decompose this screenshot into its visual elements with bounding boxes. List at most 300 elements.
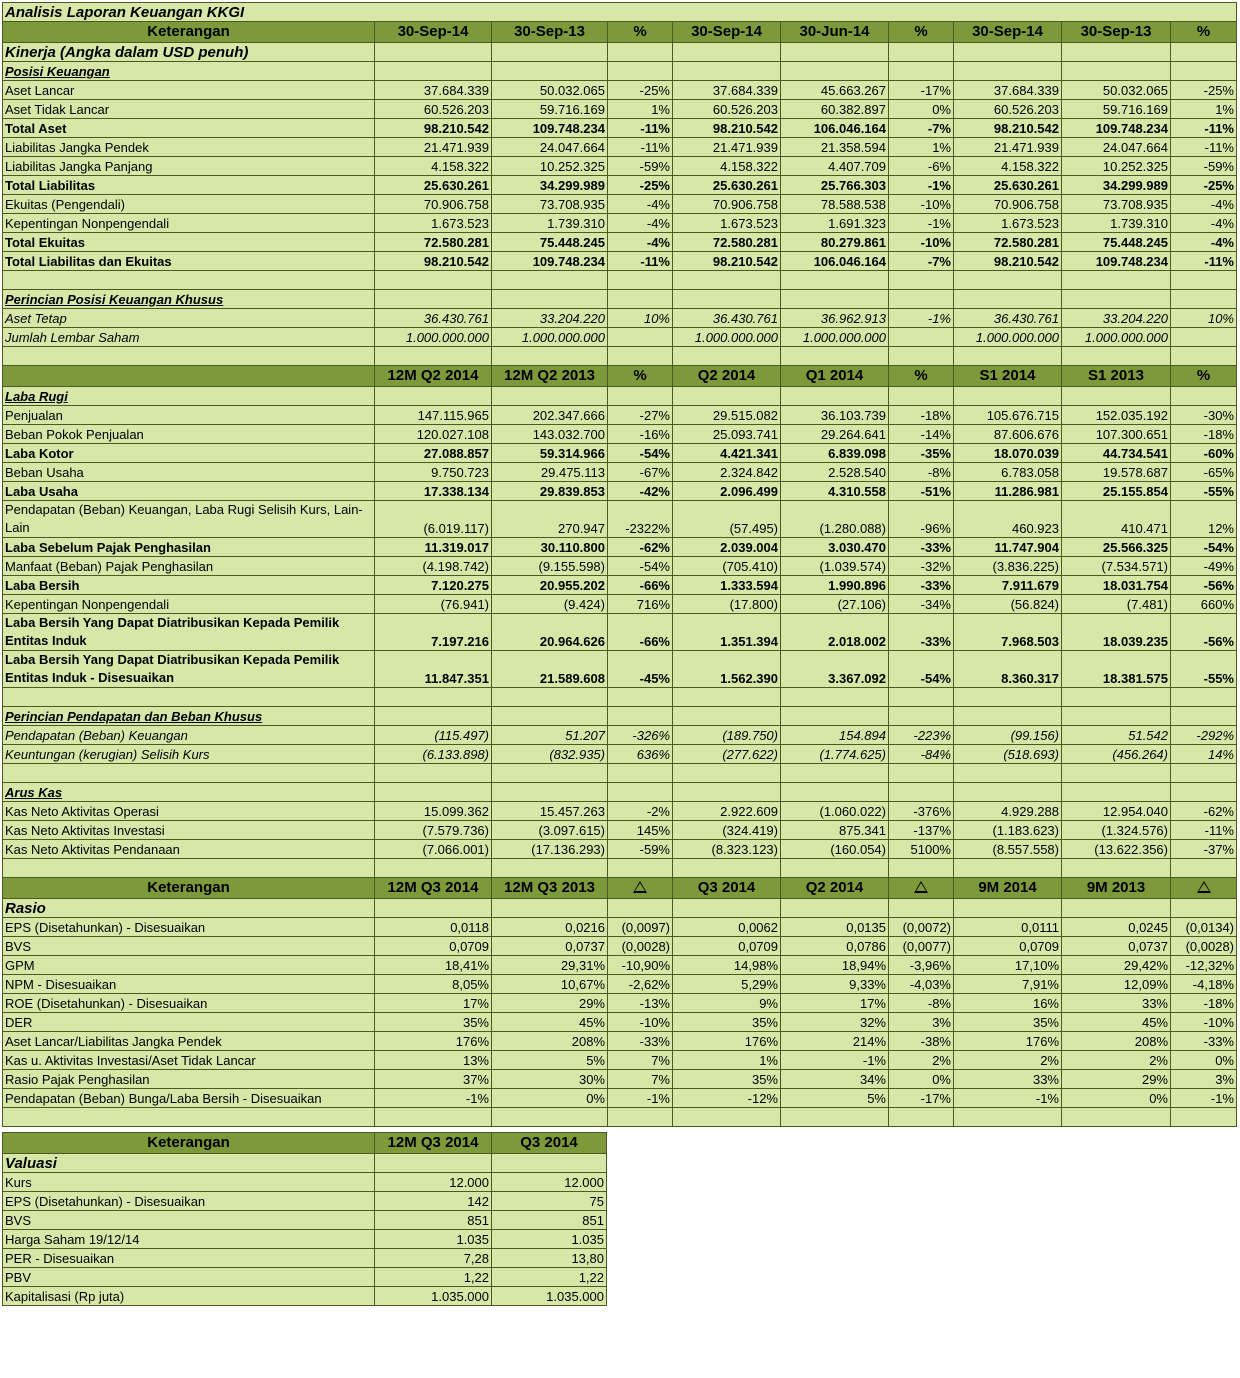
value-cell[interactable]: 5,29% [673, 975, 781, 994]
value-cell[interactable]: 45% [1062, 1013, 1171, 1032]
row-label[interactable]: Kas Neto Aktivitas Operasi [3, 802, 375, 821]
value-cell[interactable]: 45.663.267 [781, 81, 889, 100]
value-cell[interactable]: (13.622.356) [1062, 840, 1171, 859]
value-cell[interactable]: 18.070.039 [954, 444, 1062, 463]
value-cell[interactable]: 11.747.904 [954, 538, 1062, 557]
empty-cell[interactable] [492, 707, 608, 726]
value-cell[interactable]: 35% [673, 1070, 781, 1089]
value-cell[interactable]: 875.341 [781, 821, 889, 840]
row-label[interactable]: Aset Tetap [3, 309, 375, 328]
value-cell[interactable]: 142 [375, 1192, 492, 1211]
column-header[interactable]: Keterangan [3, 22, 375, 43]
empty-cell[interactable] [954, 62, 1062, 81]
value-cell[interactable]: -137% [889, 821, 954, 840]
row-label[interactable]: Kurs [3, 1173, 375, 1192]
empty-cell[interactable] [492, 1154, 607, 1173]
value-cell[interactable]: -12,32% [1171, 956, 1237, 975]
value-cell[interactable]: -25% [608, 176, 673, 195]
value-cell[interactable]: 2% [954, 1051, 1062, 1070]
empty-cell[interactable] [608, 764, 673, 783]
value-cell[interactable]: -35% [889, 444, 954, 463]
value-cell[interactable]: -66% [608, 614, 673, 651]
value-cell[interactable]: -62% [1171, 802, 1237, 821]
value-cell[interactable]: -60% [1171, 444, 1237, 463]
empty-cell[interactable] [375, 43, 492, 62]
row-label[interactable]: Laba Kotor [3, 444, 375, 463]
empty-cell[interactable] [781, 783, 889, 802]
value-cell[interactable]: 1.673.523 [375, 214, 492, 233]
row-label[interactable]: Keuntungan (kerugian) Selisih Kurs [3, 745, 375, 764]
value-cell[interactable]: 33.204.220 [492, 309, 608, 328]
value-cell[interactable]: -223% [889, 726, 954, 745]
value-cell[interactable] [889, 328, 954, 347]
value-cell[interactable]: (0,0028) [608, 937, 673, 956]
value-cell[interactable]: 73.708.935 [492, 195, 608, 214]
value-cell[interactable]: (0,0077) [889, 937, 954, 956]
value-cell[interactable]: 17.338.134 [375, 482, 492, 501]
value-cell[interactable]: -1% [375, 1089, 492, 1108]
value-cell[interactable]: -1% [889, 309, 954, 328]
value-cell[interactable]: 1.000.000.000 [781, 328, 889, 347]
value-cell[interactable]: 0% [492, 1089, 608, 1108]
value-cell[interactable]: 460.923 [954, 501, 1062, 538]
value-cell[interactable]: 70.906.758 [673, 195, 781, 214]
value-cell[interactable]: 34.299.989 [492, 176, 608, 195]
column-header[interactable]: Q2 2014 [781, 878, 889, 899]
empty-cell[interactable] [889, 271, 954, 290]
empty-cell[interactable] [954, 347, 1062, 366]
value-cell[interactable]: 98.210.542 [954, 119, 1062, 138]
row-label[interactable]: Kas Neto Aktivitas Investasi [3, 821, 375, 840]
row-label[interactable]: Beban Usaha [3, 463, 375, 482]
row-label[interactable]: Rasio Pajak Penghasilan [3, 1070, 375, 1089]
value-cell[interactable]: 1.000.000.000 [492, 328, 608, 347]
column-header[interactable]: 12M Q2 2014 [375, 366, 492, 387]
value-cell[interactable]: -14% [889, 425, 954, 444]
empty-cell[interactable] [889, 387, 954, 406]
value-cell[interactable]: -17% [889, 1089, 954, 1108]
value-cell[interactable]: -96% [889, 501, 954, 538]
subsection-pendapatan-khusus-label[interactable]: Perincian Pendapatan dan Beban Khusus [3, 707, 375, 726]
value-cell[interactable]: 34% [781, 1070, 889, 1089]
value-cell[interactable]: 3.030.470 [781, 538, 889, 557]
value-cell[interactable]: 7.968.503 [954, 614, 1062, 651]
empty-cell[interactable] [954, 707, 1062, 726]
subsection-posisi-keuangan-label[interactable]: Posisi Keuangan [3, 62, 375, 81]
value-cell[interactable]: 2.096.499 [673, 482, 781, 501]
value-cell[interactable]: 45% [492, 1013, 608, 1032]
value-cell[interactable]: 25.630.261 [375, 176, 492, 195]
value-cell[interactable]: -2,62% [608, 975, 673, 994]
value-cell[interactable]: 34.299.989 [1062, 176, 1171, 195]
empty-cell[interactable] [781, 859, 889, 878]
value-cell[interactable]: 1.562.390 [673, 651, 781, 688]
empty-cell[interactable] [1062, 62, 1171, 81]
value-cell[interactable]: -7% [889, 252, 954, 271]
value-cell[interactable]: 60.526.203 [673, 100, 781, 119]
empty-cell[interactable] [375, 290, 492, 309]
value-cell[interactable]: 98.210.542 [954, 252, 1062, 271]
empty-cell[interactable] [1171, 271, 1237, 290]
empty-cell[interactable] [492, 899, 608, 918]
empty-cell[interactable] [608, 783, 673, 802]
empty-cell[interactable] [608, 899, 673, 918]
value-cell[interactable]: 70.906.758 [954, 195, 1062, 214]
row-label[interactable]: BVS [3, 937, 375, 956]
value-cell[interactable]: 5100% [889, 840, 954, 859]
row-label[interactable]: Harga Saham 19/12/14 [3, 1230, 375, 1249]
empty-cell[interactable] [3, 688, 375, 707]
empty-cell[interactable] [1171, 62, 1237, 81]
empty-cell[interactable] [1171, 387, 1237, 406]
value-cell[interactable]: -54% [608, 557, 673, 576]
value-cell[interactable]: 16% [954, 994, 1062, 1013]
value-cell[interactable]: 0% [889, 100, 954, 119]
empty-cell[interactable] [889, 899, 954, 918]
empty-cell[interactable] [1171, 859, 1237, 878]
empty-cell[interactable] [608, 707, 673, 726]
value-cell[interactable]: 7% [608, 1051, 673, 1070]
empty-cell[interactable] [3, 764, 375, 783]
empty-cell[interactable] [375, 899, 492, 918]
row-label[interactable]: Laba Bersih Yang Dapat Diatribusikan Kepada Pemilik Entitas Induk - Disesuaikan [3, 651, 375, 688]
value-cell[interactable]: 4.310.558 [781, 482, 889, 501]
value-cell[interactable]: 60.526.203 [375, 100, 492, 119]
empty-cell[interactable] [3, 271, 375, 290]
empty-cell[interactable] [1062, 899, 1171, 918]
empty-cell[interactable] [1171, 783, 1237, 802]
value-cell[interactable]: (1.183.623) [954, 821, 1062, 840]
value-cell[interactable]: -1% [781, 1051, 889, 1070]
row-label[interactable]: Pendapatan (Beban) Keuangan, Laba Rugi Selisih Kurs, Lain-Lain [3, 501, 375, 538]
value-cell[interactable]: 2.922.609 [673, 802, 781, 821]
row-label[interactable]: Laba Bersih Yang Dapat Diatribusikan Kepada Pemilik Entitas Induk [3, 614, 375, 651]
value-cell[interactable]: 36.430.761 [673, 309, 781, 328]
value-cell[interactable]: 147.115.965 [375, 406, 492, 425]
column-header[interactable]: % [608, 366, 673, 387]
empty-cell[interactable] [889, 707, 954, 726]
empty-cell[interactable] [492, 764, 608, 783]
value-cell[interactable]: 1.691.323 [781, 214, 889, 233]
empty-cell[interactable] [781, 1108, 889, 1127]
empty-cell[interactable] [375, 707, 492, 726]
value-cell[interactable]: -11% [1171, 252, 1237, 271]
value-cell[interactable]: (0,0072) [889, 918, 954, 937]
value-cell[interactable]: 18,94% [781, 956, 889, 975]
empty-cell[interactable] [673, 347, 781, 366]
value-cell[interactable]: 2.324.842 [673, 463, 781, 482]
value-cell[interactable]: -55% [1171, 482, 1237, 501]
value-cell[interactable]: -38% [889, 1032, 954, 1051]
empty-cell[interactable] [954, 783, 1062, 802]
value-cell[interactable]: 11.847.351 [375, 651, 492, 688]
value-cell[interactable]: 50.032.065 [492, 81, 608, 100]
value-cell[interactable]: -55% [1171, 651, 1237, 688]
empty-cell[interactable] [954, 1108, 1062, 1127]
empty-cell[interactable] [492, 43, 608, 62]
value-cell[interactable]: -10% [889, 195, 954, 214]
value-cell[interactable]: 13% [375, 1051, 492, 1070]
column-header[interactable]: 30-Sep-14 [673, 22, 781, 43]
column-header[interactable]: 12M Q3 2014 [375, 1133, 492, 1154]
value-cell[interactable]: 10.252.325 [492, 157, 608, 176]
value-cell[interactable]: (3.836.225) [954, 557, 1062, 576]
empty-cell[interactable] [1171, 290, 1237, 309]
empty-cell[interactable] [375, 62, 492, 81]
empty-cell[interactable] [781, 707, 889, 726]
value-cell[interactable]: (1.039.574) [781, 557, 889, 576]
value-cell[interactable]: 60.526.203 [954, 100, 1062, 119]
value-cell[interactable]: 9% [673, 994, 781, 1013]
row-label[interactable]: PER - Disesuaikan [3, 1249, 375, 1268]
value-cell[interactable]: 44.734.541 [1062, 444, 1171, 463]
value-cell[interactable]: (6.133.898) [375, 745, 492, 764]
value-cell[interactable]: 24.047.664 [492, 138, 608, 157]
value-cell[interactable]: 1% [1171, 100, 1237, 119]
empty-cell[interactable] [673, 62, 781, 81]
value-cell[interactable]: 1.673.523 [954, 214, 1062, 233]
value-cell[interactable]: 7% [608, 1070, 673, 1089]
value-cell[interactable]: 8.360.317 [954, 651, 1062, 688]
value-cell[interactable]: -25% [1171, 176, 1237, 195]
empty-cell[interactable] [673, 899, 781, 918]
value-cell[interactable]: -292% [1171, 726, 1237, 745]
empty-cell[interactable] [1062, 271, 1171, 290]
value-cell[interactable]: 4.158.322 [954, 157, 1062, 176]
value-cell[interactable]: (57.495) [673, 501, 781, 538]
value-cell[interactable]: 21.471.939 [673, 138, 781, 157]
row-label[interactable]: Ekuitas (Pengendali) [3, 195, 375, 214]
value-cell[interactable]: 107.300.651 [1062, 425, 1171, 444]
empty-cell[interactable] [673, 271, 781, 290]
value-cell[interactable]: 109.748.234 [1062, 119, 1171, 138]
value-cell[interactable]: (9.424) [492, 595, 608, 614]
value-cell[interactable]: -4,03% [889, 975, 954, 994]
empty-cell[interactable] [3, 859, 375, 878]
column-header[interactable]: 12M Q2 2013 [492, 366, 608, 387]
value-cell[interactable]: -54% [1171, 538, 1237, 557]
empty-cell[interactable] [608, 1108, 673, 1127]
value-cell[interactable]: -45% [608, 651, 673, 688]
value-cell[interactable]: 410.471 [1062, 501, 1171, 538]
value-cell[interactable]: 98.210.542 [673, 252, 781, 271]
value-cell[interactable]: -16% [608, 425, 673, 444]
value-cell[interactable]: -54% [608, 444, 673, 463]
value-cell[interactable]: 3% [1171, 1070, 1237, 1089]
value-cell[interactable]: 1,22 [375, 1268, 492, 1287]
value-cell[interactable]: 1% [889, 138, 954, 157]
value-cell[interactable]: 208% [1062, 1032, 1171, 1051]
value-cell[interactable]: 21.358.594 [781, 138, 889, 157]
value-cell[interactable]: (1.280.088) [781, 501, 889, 538]
value-cell[interactable]: 1.000.000.000 [1062, 328, 1171, 347]
value-cell[interactable]: 13,80 [492, 1249, 607, 1268]
value-cell[interactable]: 10% [1171, 309, 1237, 328]
value-cell[interactable]: -1% [889, 176, 954, 195]
value-cell[interactable]: 7,28 [375, 1249, 492, 1268]
empty-cell[interactable] [889, 859, 954, 878]
value-cell[interactable]: 1.333.594 [673, 576, 781, 595]
value-cell[interactable]: 143.032.700 [492, 425, 608, 444]
row-label[interactable]: Aset Lancar [3, 81, 375, 100]
value-cell[interactable]: 0,0216 [492, 918, 608, 937]
value-cell[interactable]: (17.136.293) [492, 840, 608, 859]
empty-cell[interactable] [3, 1108, 375, 1127]
value-cell[interactable]: 7,91% [954, 975, 1062, 994]
empty-cell[interactable] [673, 764, 781, 783]
empty-cell[interactable] [492, 1108, 608, 1127]
column-header[interactable]: 9M 2013 [1062, 878, 1171, 899]
empty-cell[interactable] [1062, 783, 1171, 802]
value-cell[interactable]: 109.748.234 [492, 119, 608, 138]
value-cell[interactable]: 7.911.679 [954, 576, 1062, 595]
empty-cell[interactable] [781, 290, 889, 309]
value-cell[interactable]: 15.099.362 [375, 802, 492, 821]
empty-cell[interactable] [1171, 43, 1237, 62]
value-cell[interactable]: 5% [492, 1051, 608, 1070]
value-cell[interactable]: 0,0709 [375, 937, 492, 956]
column-header[interactable]: % [1171, 366, 1237, 387]
value-cell[interactable]: 4.158.322 [673, 157, 781, 176]
empty-cell[interactable] [608, 859, 673, 878]
empty-cell[interactable] [375, 1108, 492, 1127]
value-cell[interactable]: (277.622) [673, 745, 781, 764]
value-cell[interactable]: 51.207 [492, 726, 608, 745]
value-cell[interactable]: 10% [608, 309, 673, 328]
value-cell[interactable]: (6.019.117) [375, 501, 492, 538]
value-cell[interactable]: -1% [608, 1089, 673, 1108]
value-cell[interactable]: -7% [889, 119, 954, 138]
value-cell[interactable]: 73.708.935 [1062, 195, 1171, 214]
value-cell[interactable]: 4.929.288 [954, 802, 1062, 821]
column-header[interactable]: Keterangan [3, 1133, 375, 1154]
value-cell[interactable]: 72.580.281 [673, 233, 781, 252]
value-cell[interactable]: 30.110.800 [492, 538, 608, 557]
value-cell[interactable]: -27% [608, 406, 673, 425]
value-cell[interactable]: 36.430.761 [375, 309, 492, 328]
value-cell[interactable]: 59.716.169 [1062, 100, 1171, 119]
value-cell[interactable]: -13% [608, 994, 673, 1013]
value-cell[interactable]: -65% [1171, 463, 1237, 482]
empty-cell[interactable] [673, 859, 781, 878]
value-cell[interactable]: 12,09% [1062, 975, 1171, 994]
column-header[interactable]: Q3 2014 [673, 878, 781, 899]
value-cell[interactable]: 18.031.754 [1062, 576, 1171, 595]
value-cell[interactable]: -12% [673, 1089, 781, 1108]
value-cell[interactable]: 12.954.040 [1062, 802, 1171, 821]
value-cell[interactable]: 98.210.542 [673, 119, 781, 138]
value-cell[interactable]: 29.264.641 [781, 425, 889, 444]
value-cell[interactable]: 1.000.000.000 [375, 328, 492, 347]
value-cell[interactable]: (0,0134) [1171, 918, 1237, 937]
row-label[interactable]: Total Liabilitas dan Ekuitas [3, 252, 375, 271]
value-cell[interactable]: -4,18% [1171, 975, 1237, 994]
row-label[interactable]: BVS [3, 1211, 375, 1230]
section-rasio-label[interactable]: Rasio [3, 899, 375, 918]
value-cell[interactable]: -8% [889, 463, 954, 482]
value-cell[interactable]: -18% [1171, 994, 1237, 1013]
value-cell[interactable]: 19.578.687 [1062, 463, 1171, 482]
value-cell[interactable]: 21.471.939 [954, 138, 1062, 157]
empty-cell[interactable] [889, 1108, 954, 1127]
value-cell[interactable]: -30% [1171, 406, 1237, 425]
value-cell[interactable]: 37.684.339 [375, 81, 492, 100]
empty-cell[interactable] [608, 290, 673, 309]
value-cell[interactable]: 2.039.004 [673, 538, 781, 557]
column-header[interactable]: % [608, 22, 673, 43]
value-cell[interactable]: 78.588.538 [781, 195, 889, 214]
value-cell[interactable]: 4.158.322 [375, 157, 492, 176]
column-header[interactable]: 12M Q3 2014 [375, 878, 492, 899]
value-cell[interactable]: (4.198.742) [375, 557, 492, 576]
value-cell[interactable]: 0,0737 [1062, 937, 1171, 956]
column-header[interactable] [3, 366, 375, 387]
value-cell[interactable]: 37.684.339 [954, 81, 1062, 100]
value-cell[interactable]: 29% [492, 994, 608, 1013]
value-cell[interactable]: 0,0062 [673, 918, 781, 937]
empty-cell[interactable] [492, 271, 608, 290]
value-cell[interactable]: -25% [1171, 81, 1237, 100]
value-cell[interactable] [1171, 328, 1237, 347]
value-cell[interactable]: 59.716.169 [492, 100, 608, 119]
value-cell[interactable]: 120.027.108 [375, 425, 492, 444]
row-label[interactable]: Manfaat (Beban) Pajak Penghasilan [3, 557, 375, 576]
value-cell[interactable]: -1% [1171, 1089, 1237, 1108]
value-cell[interactable]: 0,0118 [375, 918, 492, 937]
value-cell[interactable]: (456.264) [1062, 745, 1171, 764]
value-cell[interactable]: -10% [1171, 1013, 1237, 1032]
value-cell[interactable]: -4% [608, 214, 673, 233]
value-cell[interactable]: -51% [889, 482, 954, 501]
empty-cell[interactable] [375, 859, 492, 878]
value-cell[interactable]: 7.120.275 [375, 576, 492, 595]
row-label[interactable]: Pendapatan (Beban) Keuangan [3, 726, 375, 745]
value-cell[interactable]: 1.035.000 [375, 1287, 492, 1306]
value-cell[interactable]: -11% [1171, 119, 1237, 138]
value-cell[interactable]: 4.421.341 [673, 444, 781, 463]
value-cell[interactable]: 9,33% [781, 975, 889, 994]
value-cell[interactable]: 17,10% [954, 956, 1062, 975]
value-cell[interactable]: 18.381.575 [1062, 651, 1171, 688]
value-cell[interactable]: 37.684.339 [673, 81, 781, 100]
value-cell[interactable]: (99.156) [954, 726, 1062, 745]
row-label[interactable]: Laba Sebelum Pajak Penghasilan [3, 538, 375, 557]
empty-cell[interactable] [1171, 347, 1237, 366]
value-cell[interactable]: 17% [375, 994, 492, 1013]
empty-cell[interactable] [375, 688, 492, 707]
row-label[interactable]: Pendapatan (Beban) Bunga/Laba Bersih - Disesuaikan [3, 1089, 375, 1108]
empty-cell[interactable] [1062, 859, 1171, 878]
value-cell[interactable]: 0,0135 [781, 918, 889, 937]
value-cell[interactable]: 10,67% [492, 975, 608, 994]
value-cell[interactable]: 176% [375, 1032, 492, 1051]
value-cell[interactable]: 152.035.192 [1062, 406, 1171, 425]
column-header[interactable] [1171, 878, 1237, 899]
empty-cell[interactable] [1171, 688, 1237, 707]
row-label[interactable]: Jumlah Lembar Saham [3, 328, 375, 347]
value-cell[interactable]: 35% [375, 1013, 492, 1032]
value-cell[interactable]: 2.528.540 [781, 463, 889, 482]
empty-cell[interactable] [954, 899, 1062, 918]
value-cell[interactable]: 851 [375, 1211, 492, 1230]
value-cell[interactable]: 2% [1062, 1051, 1171, 1070]
row-label[interactable]: Aset Lancar/Liabilitas Jangka Pendek [3, 1032, 375, 1051]
empty-cell[interactable] [492, 290, 608, 309]
value-cell[interactable]: -11% [1171, 138, 1237, 157]
value-cell[interactable]: -17% [889, 81, 954, 100]
value-cell[interactable]: (832.935) [492, 745, 608, 764]
empty-cell[interactable] [1062, 290, 1171, 309]
